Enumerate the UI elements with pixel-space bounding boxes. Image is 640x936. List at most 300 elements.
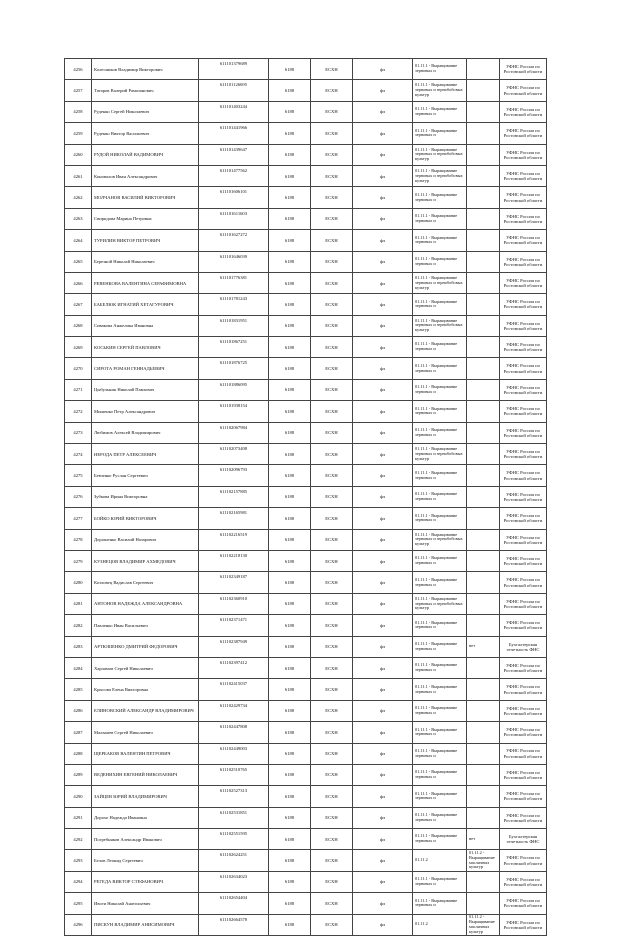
tax-authority: УФНС России по Ростовской области xyxy=(500,230,547,251)
row-number: 4281 xyxy=(65,593,92,614)
tax-regime: ЕСХН xyxy=(311,572,353,593)
taxpayer-inn: 611102634023 xyxy=(199,871,269,892)
row-number: 4265 xyxy=(65,251,92,272)
table-row xyxy=(65,914,547,935)
table-row xyxy=(65,123,547,144)
tax-office-code: 6188 xyxy=(269,743,311,764)
tax-office-code: 6188 xyxy=(269,893,311,914)
tax-authority: УФНС России по Ростовской области xyxy=(500,593,547,614)
tax-office-code: 6188 xyxy=(269,315,311,336)
person-type: фл xyxy=(353,807,413,828)
taxpayer-name: Руденко Сергей Николаевич xyxy=(92,101,199,122)
tax-authority: УФНС России по Ростовской области xyxy=(500,59,547,80)
person-type: фл xyxy=(353,679,413,700)
table-row xyxy=(65,529,547,550)
tax-office-code: 6188 xyxy=(269,401,311,422)
tax-regime: ЕСХН xyxy=(311,315,353,336)
extra-note xyxy=(467,358,500,379)
taxpayer-inn: 611102510765 xyxy=(199,764,269,785)
row-number: 4274 xyxy=(65,444,92,465)
person-type: фл xyxy=(353,465,413,486)
tax-office-code: 6188 xyxy=(269,59,311,80)
tax-authority: УФНС России по Ростовской области xyxy=(500,144,547,165)
taxpayer-name: ЗАЙЦЕВ ЮРИЙ ВЛАДИМИРОВИЧ xyxy=(92,786,199,807)
activity-code: 01.11.1 - Выращивание зерновых и xyxy=(413,657,467,678)
taxpayer-inn: 611102531851 xyxy=(199,807,269,828)
row-number: 4284 xyxy=(65,657,92,678)
tax-regime: ЕСХН xyxy=(311,444,353,465)
tax-regime: ЕСХН xyxy=(311,593,353,614)
tax-regime: ЕСХН xyxy=(311,251,353,272)
tax-authority: УФНС России по Ростовской области xyxy=(500,379,547,400)
taxpayer-inn: 611102624251 xyxy=(199,850,269,871)
extra-note xyxy=(467,529,500,550)
taxpayer-name: ТУРИЛИН ВИКТОР ПЕТРОВИЧ xyxy=(92,230,199,251)
taxpayer-inn: 611102551595 xyxy=(199,829,269,850)
tax-authority: УФНС России по Ростовской области xyxy=(500,486,547,507)
extra-note xyxy=(467,294,500,315)
activity-code: 01.11.1 - Выращивание зерновых и xyxy=(413,786,467,807)
row-number: 4293 xyxy=(65,850,92,871)
tax-authority: УФНС России по Ростовской области xyxy=(500,123,547,144)
person-type: фл xyxy=(353,144,413,165)
tax-regime: ЕСХН xyxy=(311,401,353,422)
activity-code: 01.11.1 - Выращивание зерновых и xyxy=(413,208,467,229)
activity-code: 01.11.1 - Выращивание зерновых и зернобобовых культур xyxy=(413,80,467,101)
row-number: 4295 xyxy=(65,893,92,914)
taxpayer-name: Руденко Виктор Васильевич xyxy=(92,123,199,144)
taxpayer-inn: 611101831951 xyxy=(199,315,269,336)
tax-office-code: 6188 xyxy=(269,465,311,486)
taxpayer-inn: 611101403244 xyxy=(199,101,269,122)
taxpayer-name: Мишенко Петр Александрович xyxy=(92,401,199,422)
taxpayer-inn: 611102349187 xyxy=(199,572,269,593)
activity-code: 01.11.1 - Выращивание зерновых и xyxy=(413,743,467,764)
table-row xyxy=(65,850,547,871)
tax-authority: УФНС России по Ростовской области xyxy=(500,550,547,571)
tax-regime: ЕСХН xyxy=(311,550,353,571)
extra-note xyxy=(467,508,500,529)
table-row xyxy=(65,337,547,358)
person-type: фл xyxy=(353,294,413,315)
tax-authority: УФНС России по Ростовской области xyxy=(500,871,547,892)
tax-regime: ЕСХН xyxy=(311,144,353,165)
activity-code: 01.11.1 - Выращивание зерновых и xyxy=(413,722,467,743)
person-type: фл xyxy=(353,700,413,721)
tax-office-code: 6188 xyxy=(269,615,311,636)
table-row xyxy=(65,401,547,422)
activity-code: 01.11.1 - Выращивание зерновых и xyxy=(413,829,467,850)
activity-code: 01.11.1 - Выращивание зерновых и xyxy=(413,59,467,80)
table-row xyxy=(65,230,547,251)
person-type: фл xyxy=(353,251,413,272)
taxpayer-name: Бевзенко Руслан Сергеевич xyxy=(92,465,199,486)
extra-note xyxy=(467,700,500,721)
tax-regime: ЕСХН xyxy=(311,850,353,871)
taxpayer-inn: 611102397412 xyxy=(199,657,269,678)
taxpayer-inn: 611102067984 xyxy=(199,422,269,443)
extra-note xyxy=(467,871,500,892)
person-type: фл xyxy=(353,657,413,678)
tax-office-code: 6188 xyxy=(269,80,311,101)
taxpayer-inn: 611102216519 xyxy=(199,529,269,550)
tax-office-code: 6188 xyxy=(269,444,311,465)
row-number: 4266 xyxy=(65,272,92,293)
table-row xyxy=(65,165,547,186)
taxpayer-name: КОСЬКИН СЕРГЕЙ ПАВЛОВИЧ xyxy=(92,337,199,358)
tax-authority: УФНС России по Ростовской области xyxy=(500,208,547,229)
activity-code: 01.11.1 - Выращивание зерновых и зернобобовых культур xyxy=(413,444,467,465)
tax-office-code: 6188 xyxy=(269,871,311,892)
tax-authority: УФНС России по Ростовской области xyxy=(500,101,547,122)
extra-note xyxy=(467,101,500,122)
table-row xyxy=(65,486,547,507)
tax-authority: УФНС России по Ростовской области xyxy=(500,786,547,807)
table-row xyxy=(65,80,547,101)
tax-regime: ЕСХН xyxy=(311,465,353,486)
person-type: фл xyxy=(353,101,413,122)
person-type: фл xyxy=(353,615,413,636)
extra-note xyxy=(467,657,500,678)
table-row xyxy=(65,657,547,678)
tax-authority: УФНС России по Ростовской области xyxy=(500,465,547,486)
person-type: фл xyxy=(353,529,413,550)
extra-note xyxy=(467,422,500,443)
table-row xyxy=(65,764,547,785)
person-type: фл xyxy=(353,379,413,400)
tax-office-code: 6188 xyxy=(269,850,311,871)
extra-note xyxy=(467,123,500,144)
row-number: 4256 xyxy=(65,59,92,80)
taxpayer-name: АНТОНОВ НАДЕЖДА АЛЕКСАНДРОВНА xyxy=(92,593,199,614)
taxpayer-inn: 611101606101 xyxy=(199,187,269,208)
taxpayer-name: РЕВЕНКОВА ВАЛЕНТИНА СЕРАФИМОВНА xyxy=(92,272,199,293)
taxpayer-inn: 611102429734 xyxy=(199,700,269,721)
row-number: 4287 xyxy=(65,722,92,743)
person-type: фл xyxy=(353,422,413,443)
row-number: 4275 xyxy=(65,465,92,486)
tax-office-code: 6188 xyxy=(269,786,311,807)
activity-code: 01.11.1 - Выращивание зерновых и xyxy=(413,101,467,122)
table-row xyxy=(65,722,547,743)
row-number: 4285 xyxy=(65,679,92,700)
tax-office-code: 6188 xyxy=(269,123,311,144)
activity-code: 01.11.1 - Выращивание зерновых и xyxy=(413,700,467,721)
activity-code: 01.11.1 - Выращивание зерновых и xyxy=(413,123,467,144)
extra-note xyxy=(467,230,500,251)
person-type: фл xyxy=(353,315,413,336)
tax-regime: ЕСХН xyxy=(311,615,353,636)
tax-regime: ЕСХН xyxy=(311,230,353,251)
person-type: фл xyxy=(353,187,413,208)
person-type: фл xyxy=(353,444,413,465)
extra-note xyxy=(467,251,500,272)
tax-office-code: 6188 xyxy=(269,550,311,571)
person-type: фл xyxy=(353,337,413,358)
taxpayer-inn: 611101439647 xyxy=(199,144,269,165)
tax-office-code: 6188 xyxy=(269,764,311,785)
tax-office-code: 6188 xyxy=(269,657,311,678)
person-type: фл xyxy=(353,871,413,892)
table-row xyxy=(65,593,547,614)
tax-office-code: 6188 xyxy=(269,144,311,165)
person-type: фл xyxy=(353,123,413,144)
table-row xyxy=(65,679,547,700)
row-number: 4296 xyxy=(65,914,92,935)
row-number: 4262 xyxy=(65,187,92,208)
table-row xyxy=(65,422,547,443)
activity-code: 01.11.1 - Выращивание зерновых и xyxy=(413,807,467,828)
taxpayer-inn: 611101126695 xyxy=(199,80,269,101)
table-row xyxy=(65,700,547,721)
activity-code: 01.11.1 - Выращивание зерновых и xyxy=(413,251,467,272)
taxpayer-inn: 611102449003 xyxy=(199,743,269,764)
table-row xyxy=(65,550,547,571)
taxpayer-inn: 611101886095 xyxy=(199,379,269,400)
row-number: 4280 xyxy=(65,572,92,593)
taxpayer-inn: 611101646039 xyxy=(199,251,269,272)
taxpayer-inn: 611101876725 xyxy=(199,358,269,379)
taxpayer-inn: 611101611603 xyxy=(199,208,269,229)
tax-authority: УФНС России по Ростовской области xyxy=(500,679,547,700)
table-row xyxy=(65,743,547,764)
tax-authority: УФНС России по Ростовской области xyxy=(500,572,547,593)
activity-code: 01.11.1 - Выращивание зерновых и xyxy=(413,379,467,400)
extra-note xyxy=(467,615,500,636)
activity-code: 01.11.1 - Выращивание зерновых и xyxy=(413,572,467,593)
extra-note xyxy=(467,743,500,764)
tax-authority: УФНС России по Ростовской области xyxy=(500,294,547,315)
taxpayer-inn: 611102527313 xyxy=(199,786,269,807)
tax-regime: ЕСХН xyxy=(311,871,353,892)
row-number: 4291 xyxy=(65,807,92,828)
taxpayer-name: АРТЮШЕНКО ДМИТРИЙ ФЕДОРОВИЧ xyxy=(92,636,199,657)
tax-authority: УФНС России по Ростовской области xyxy=(500,722,547,743)
extra-note xyxy=(467,486,500,507)
tax-office-code: 6188 xyxy=(269,914,311,935)
tax-office-code: 6188 xyxy=(269,251,311,272)
tax-office-code: 6188 xyxy=(269,379,311,400)
activity-code: 01.11.2 xyxy=(413,850,467,871)
tax-regime: ЕСХН xyxy=(311,786,353,807)
tax-office-code: 6188 xyxy=(269,700,311,721)
taxpayer-name: Павленко Иван Васильевич xyxy=(92,615,199,636)
tax-authority: УФНС России по Ростовской области xyxy=(500,80,547,101)
tax-regime: ЕСХН xyxy=(311,379,353,400)
extra-note: нет xyxy=(467,829,500,850)
extra-note xyxy=(467,315,500,336)
taxpayer-name: БАБЕЛЮК ИГНАТИЙ ХЕТАГУРОВИЧ xyxy=(92,294,199,315)
extra-note xyxy=(467,764,500,785)
tax-authority: УФНС России по Ростовской области xyxy=(500,315,547,336)
tax-regime: ЕСХН xyxy=(311,829,353,850)
extra-note: нет xyxy=(467,636,500,657)
table-body xyxy=(65,59,547,936)
tax-authority: УФНС России по Ростовской области xyxy=(500,508,547,529)
taxpayer-inn: 611102157885 xyxy=(199,486,269,507)
tax-regime: ЕСХН xyxy=(311,722,353,743)
extra-note xyxy=(467,144,500,165)
table-row xyxy=(65,829,547,850)
activity-code: 01.11.1 - Выращивание зерновых и xyxy=(413,615,467,636)
taxpayer-name: Сивакова Анжелика Ивановна xyxy=(92,315,199,336)
tax-office-code: 6188 xyxy=(269,101,311,122)
taxpayer-name: Козловец Вадислав Сергеевич xyxy=(92,572,199,593)
activity-code: 01.11.1 - Выращивание зерновых и зернобобовых культур xyxy=(413,144,467,165)
taxpayer-name: ПИСКУН ВЛАДИМИР АНИСИМОВИЧ xyxy=(92,914,199,935)
row-number: 4286 xyxy=(65,700,92,721)
tax-regime: ЕСХН xyxy=(311,743,353,764)
activity-code: 01.11.1 - Выращивание зерновых и xyxy=(413,422,467,443)
person-type: фл xyxy=(353,764,413,785)
table-row xyxy=(65,572,547,593)
person-type: фл xyxy=(353,486,413,507)
row-number: 4264 xyxy=(65,230,92,251)
tax-office-code: 6188 xyxy=(269,208,311,229)
taxpayer-name: Дорошенко Василий Назарович xyxy=(92,529,199,550)
taxpayer-name: Харламов Сергей Николаевич xyxy=(92,657,199,678)
person-type: фл xyxy=(353,550,413,571)
extra-note xyxy=(467,337,500,358)
table-row xyxy=(65,251,547,272)
taxpayer-name: Коновалов Иван Александрович xyxy=(92,165,199,186)
activity-code: 01.11.1 - Выращивание зерновых и xyxy=(413,550,467,571)
person-type: фл xyxy=(353,722,413,743)
tax-authority: УФНС России по Ростовской области xyxy=(500,444,547,465)
person-type: фл xyxy=(353,165,413,186)
taxpayer-inn: 611101938154 xyxy=(199,401,269,422)
activity-code: 01.11.1 - Выращивание зерновых и xyxy=(413,401,467,422)
taxpayer-inn: 611102654404 xyxy=(199,893,269,914)
extra-note xyxy=(467,187,500,208)
tax-authority: УФНС России по Ростовской области xyxy=(500,807,547,828)
tax-authority: УФНС России по Ростовской области xyxy=(500,615,547,636)
taxpayer-name: Любимов Алексей Владимирович xyxy=(92,422,199,443)
taxpayer-inn: 611102218130 xyxy=(199,550,269,571)
tax-office-code: 6188 xyxy=(269,165,311,186)
activity-code: 01.11.1 - Выращивание зерновых и зернобобовых культур xyxy=(413,165,467,186)
taxpayer-name: ЕЛИНОВСКИЙ АЛЕКСАНДР ВЛАДИМИРОВИЧ xyxy=(92,700,199,721)
tax-regime: ЕСХН xyxy=(311,657,353,678)
table-row xyxy=(65,465,547,486)
table-row xyxy=(65,615,547,636)
tax-office-code: 6188 xyxy=(269,358,311,379)
row-number: 4269 xyxy=(65,337,92,358)
taxpayer-name: Ивсеи Николай Анатольевич xyxy=(92,893,199,914)
row-number: 4290 xyxy=(65,786,92,807)
person-type: фл xyxy=(353,636,413,657)
person-type: фл xyxy=(353,401,413,422)
taxpayer-name: Малышев Сергей Николаевич xyxy=(92,722,199,743)
taxpayer-name: Татаров Валерий Рамазанович xyxy=(92,80,199,101)
tax-office-code: 6188 xyxy=(269,722,311,743)
tax-regime: ЕСХН xyxy=(311,337,353,358)
activity-code: 01.11.1 - Выращивание зерновых и зернобобовых культур xyxy=(413,529,467,550)
table-row xyxy=(65,59,547,80)
taxpayer-name: Крысова Елена Викторовна xyxy=(92,679,199,700)
activity-code: 01.11.1 - Выращивание зерновых и зернобобовых культур xyxy=(413,593,467,614)
tax-regime: ЕСХН xyxy=(311,187,353,208)
extra-note xyxy=(467,807,500,828)
taxpayer-inn: 611101441966 xyxy=(199,123,269,144)
taxpayer-inn: 611101477562 xyxy=(199,165,269,186)
activity-code: 01.11.1 - Выращивание зерновых и xyxy=(413,465,467,486)
table-row xyxy=(65,144,547,165)
person-type: фл xyxy=(353,572,413,593)
row-number: 4267 xyxy=(65,294,92,315)
tax-regime: ЕСХН xyxy=(311,508,353,529)
row-number: 4257 xyxy=(65,80,92,101)
person-type: фл xyxy=(353,80,413,101)
person-type: фл xyxy=(353,358,413,379)
extra-note xyxy=(467,465,500,486)
tax-regime: ЕСХН xyxy=(311,422,353,443)
extra-note xyxy=(467,208,500,229)
tax-office-code: 6188 xyxy=(269,636,311,657)
tax-regime: ЕСХН xyxy=(311,679,353,700)
person-type: фл xyxy=(353,208,413,229)
extra-note xyxy=(467,379,500,400)
table-row xyxy=(65,272,547,293)
tax-office-code: 6188 xyxy=(269,486,311,507)
tax-authority: УФНС России по Ростовской области xyxy=(500,358,547,379)
tax-authority: УФНС России по Ростовской области xyxy=(500,529,547,550)
taxpayer-name: Зубкова Ирина Викторовна xyxy=(92,486,199,507)
taxpayer-name: РЕГЕДА ВИКТОР СТЕФАНОВИЧ xyxy=(92,871,199,892)
taxpayer-inn: 611102360910 xyxy=(199,593,269,614)
tax-authority: УФНС России по Ростовской области xyxy=(500,165,547,186)
tax-office-code: 6188 xyxy=(269,829,311,850)
tax-office-code: 6188 xyxy=(269,529,311,550)
tax-authority: УФНС России по Ростовской области xyxy=(500,743,547,764)
activity-code: 01.11.1 - Выращивание зерновых и xyxy=(413,871,467,892)
tax-office-code: 6188 xyxy=(269,679,311,700)
taxpayer-inn: 611102664578 xyxy=(199,914,269,935)
taxpayer-inn: 611101867251 xyxy=(199,337,269,358)
tax-regime: ЕСХН xyxy=(311,59,353,80)
person-type: фл xyxy=(353,59,413,80)
taxpayer-inn: 611101379689 xyxy=(199,59,269,80)
taxpayer-name: Свиридова Марина Петровна xyxy=(92,208,199,229)
tax-authority: УФНС России по Ростовской области xyxy=(500,657,547,678)
table-row xyxy=(65,294,547,315)
row-number: 4277 xyxy=(65,508,92,529)
tax-regime: ЕСХН xyxy=(311,208,353,229)
taxpayer-name: СИРОТА РОМАН ГЕННАДЬЕВИЧ xyxy=(92,358,199,379)
tax-office-code: 6188 xyxy=(269,230,311,251)
row-number: 4273 xyxy=(65,422,92,443)
tax-regime: ЕСХН xyxy=(311,123,353,144)
row-number: 4283 xyxy=(65,636,92,657)
row-number: 4276 xyxy=(65,486,92,507)
activity-code: 01.11.1 - Выращивание зерновых и xyxy=(413,679,467,700)
taxpayer-name: Дорохо Надежда Ивановна xyxy=(92,807,199,828)
table-row xyxy=(65,208,547,229)
extra-note xyxy=(467,165,500,186)
tax-office-code: 6188 xyxy=(269,272,311,293)
person-type: фл xyxy=(353,593,413,614)
taxpayer-inn: 611102096793 xyxy=(199,465,269,486)
tax-regime: ЕСХН xyxy=(311,165,353,186)
tax-regime: ЕСХН xyxy=(311,358,353,379)
activity-code: 01.11.1 - Выращивание зерновых и xyxy=(413,764,467,785)
tax-authority: УФНС России по Ростовской области xyxy=(500,764,547,785)
table-row xyxy=(65,101,547,122)
table-row xyxy=(65,358,547,379)
row-number: 4282 xyxy=(65,615,92,636)
row-number: 4279 xyxy=(65,550,92,571)
person-type: фл xyxy=(353,829,413,850)
